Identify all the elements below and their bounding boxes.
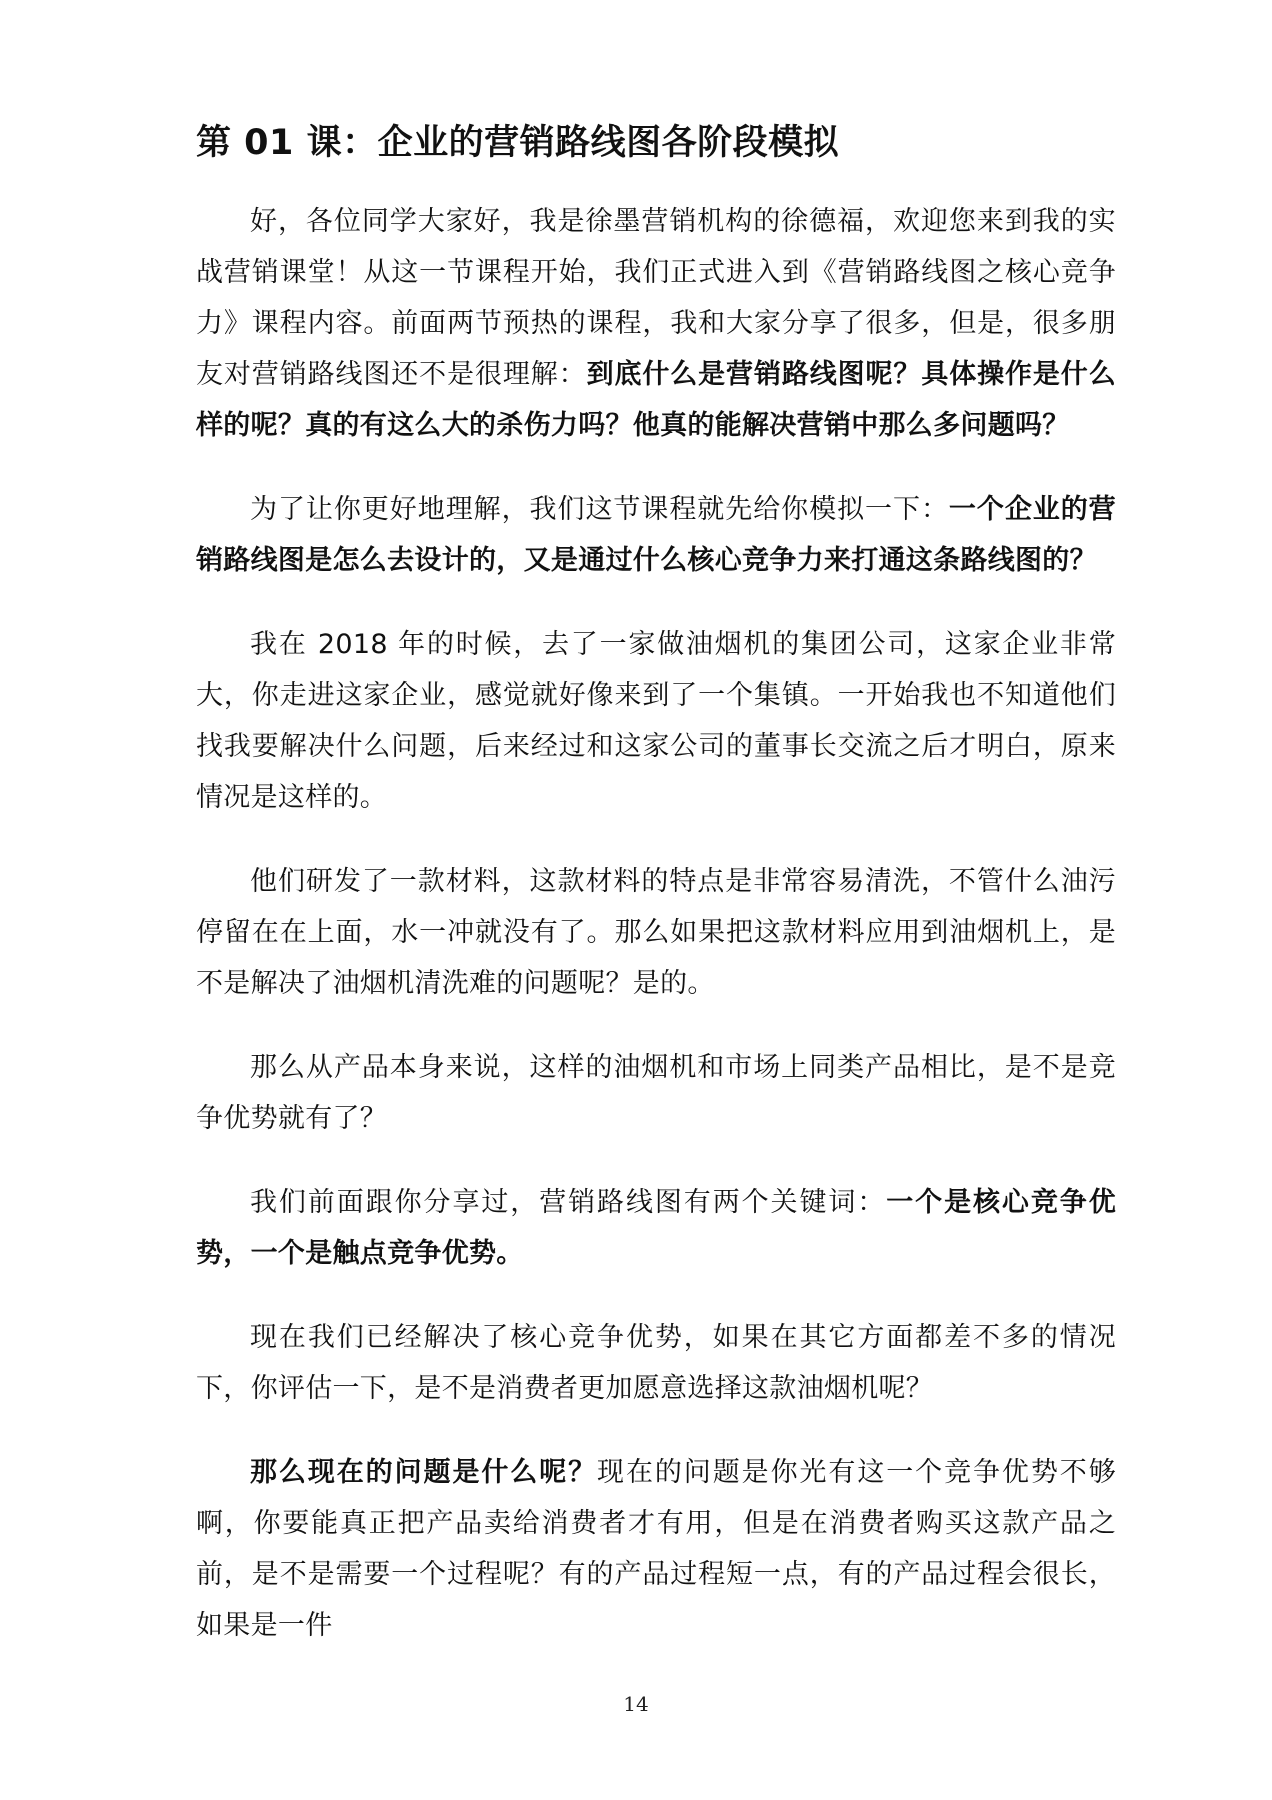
paragraph-text: 他们研发了一款材料，这款材料的特点是非常容易清洗，不管什么油污停留在在上面，水一冲就没有了。那么如果把这款材料应用到油烟机上，是不是解决了油烟机清洗难的问题呢？是的。 bbox=[196, 866, 1116, 999]
paragraph-company-visit bbox=[196, 619, 1116, 823]
paragraph-keywords bbox=[196, 1177, 1116, 1279]
paragraph-product-advantage bbox=[196, 1042, 1116, 1144]
paragraph-simulation bbox=[196, 484, 1116, 586]
paragraph-intro bbox=[196, 196, 1116, 451]
page-content bbox=[196, 118, 1116, 1684]
paragraph-material bbox=[196, 856, 1116, 1009]
paragraph-problem bbox=[196, 1447, 1116, 1651]
page-number: 14 bbox=[623, 1692, 649, 1716]
paragraph-evaluation bbox=[196, 1312, 1116, 1414]
paragraph-text: 现在的问题是你光有这一个竞争优势不够啊，你要能真正把产品卖给消费者才有用，但是在消费者购买这款产品之前，是不是需要一个过程呢？有的产品过程短一点，有的产品过程会很长，如果是一件 bbox=[196, 1457, 1116, 1641]
paragraph-text: 我们前面跟你分享过，营销路线图有两个关键词： bbox=[250, 1187, 887, 1218]
paragraph-bold-text: 一个企业的营销路线图是怎么去设计的，又是通过什么核心竞争力来打通这条路线图的？ bbox=[196, 494, 1116, 576]
paragraph-text: 为了让你更好地理解，我们这节课程就先给你模拟一下： bbox=[250, 494, 949, 525]
paragraph-text: 我在 2018 年的时候，去了一家做油烟机的集团公司，这家企业非常大，你走进这家企业，感觉就好像来到了一个集镇。一开始我也不知道他们找我要解决什么问题，后来经过和这家公司的董事长交流之后才明白，原来情况是这样的。 bbox=[196, 629, 1116, 813]
paragraph-bold-text: 一个是核心竞争优势，一个是触点竞争优势。 bbox=[196, 1187, 1116, 1269]
paragraph-bold-text: 那么现在的问题是什么呢？ bbox=[250, 1457, 598, 1488]
paragraph-text: 现在我们已经解决了核心竞争优势，如果在其它方面都差不多的情况下，你评估一下，是不是消费者更加愿意选择这款油烟机呢？ bbox=[196, 1322, 1116, 1404]
paragraph-text: 好，各位同学大家好，我是徐墨营销机构的徐德福，欢迎您来到我的实战营销课堂！从这一节课程开始，我们正式进入到《营销路线图之核心竞争力》课程内容。前面两节预热的课程，我和大家分享了很多，但是，很多朋友对营销路线图还不是很理解： bbox=[196, 206, 1116, 390]
paragraph-bold-text: 到底什么是营销路线图呢？具体操作是什么样的呢？真的有这么大的杀伤力吗？他真的能解决营销中那么多问题吗？ bbox=[196, 359, 1117, 441]
lesson-title: 第 01 课：企业的营销路线图各阶段模拟 bbox=[196, 123, 840, 163]
paragraph-text: 那么从产品本身来说，这样的油烟机和市场上同类产品相比，是不是竞争优势就有了？ bbox=[196, 1052, 1116, 1134]
